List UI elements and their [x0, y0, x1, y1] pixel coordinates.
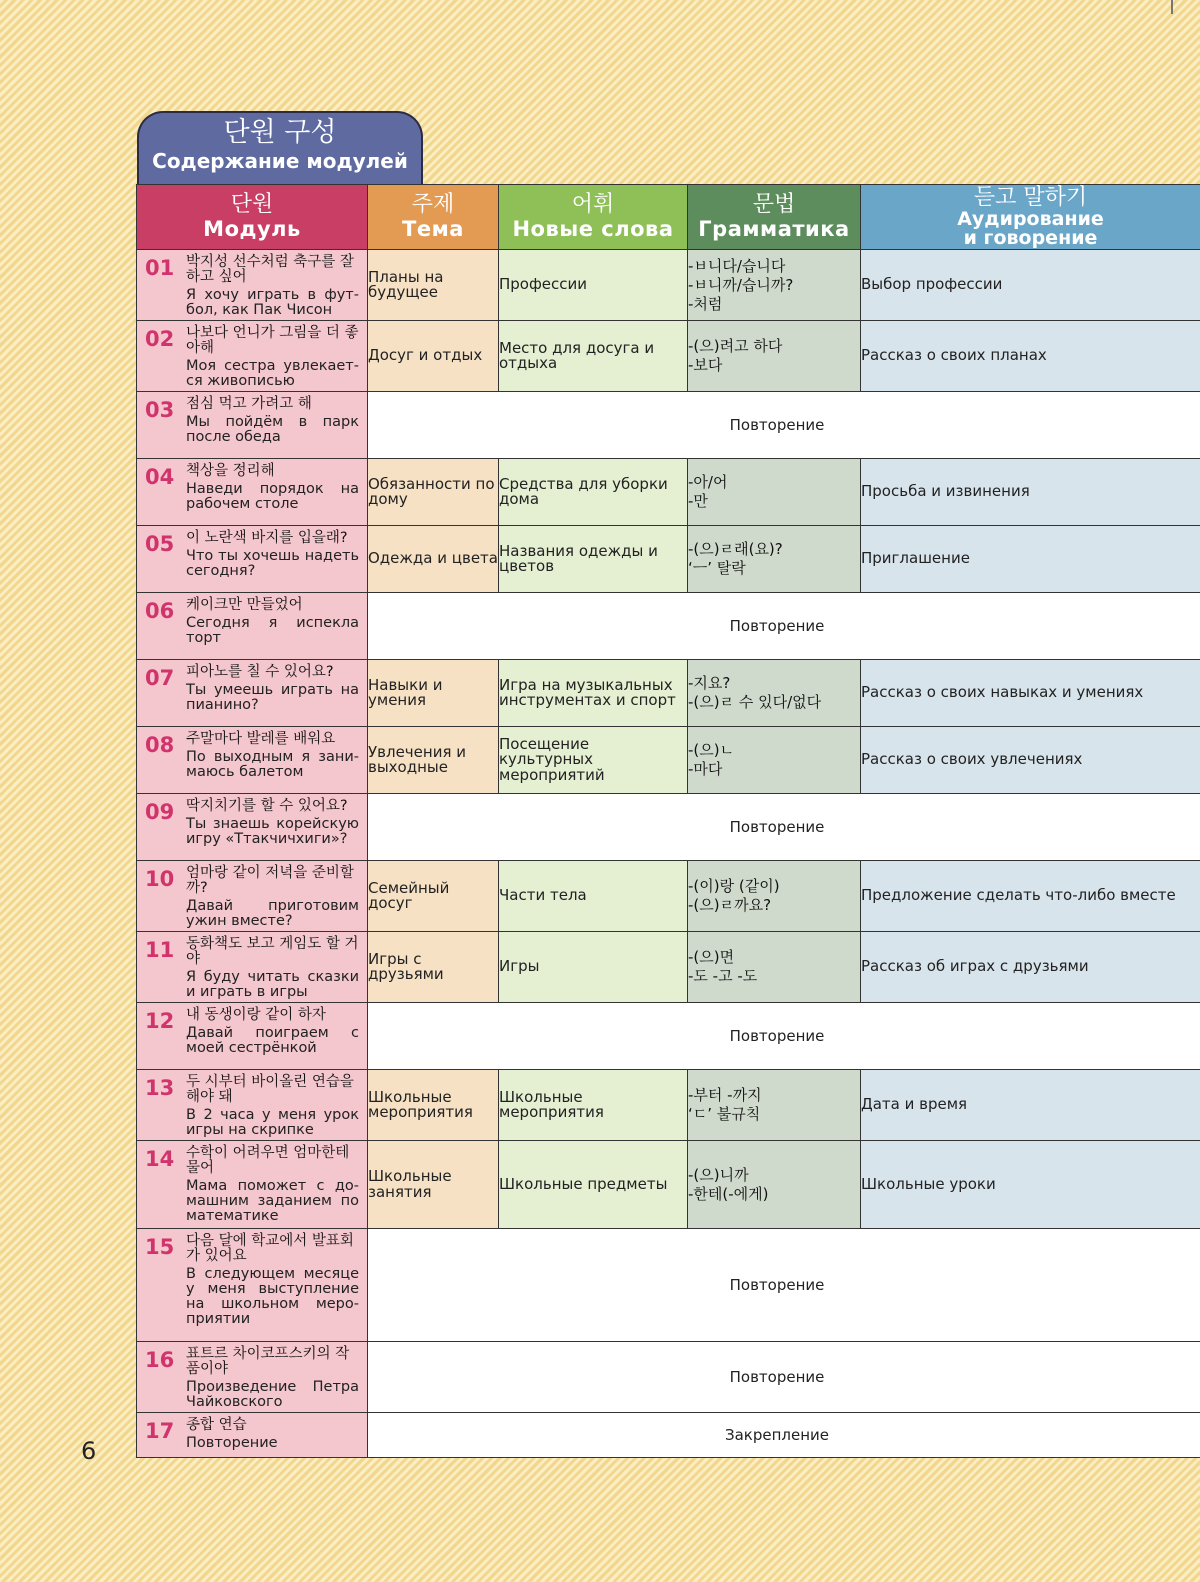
- grammar-cell: [688, 660, 861, 727]
- module-title-ru: Я хочу играть в фут-бол, как Пак Чисон: [186, 287, 359, 318]
- module-cell: [137, 1003, 368, 1070]
- module-cell-content: [137, 660, 367, 715]
- module-title-ru: В следующем месяце у меня выступление на школьном меро-приятии: [186, 1266, 359, 1327]
- table-row: [137, 1342, 1200, 1413]
- module-cell: [137, 932, 368, 1003]
- grammar-cell: [688, 1070, 861, 1141]
- module-cell: [137, 392, 368, 459]
- grammar-cell: [688, 459, 861, 526]
- module-cell-content: [137, 727, 367, 782]
- grammar-item: -한테(-에게): [688, 1184, 769, 1203]
- grammar-item: ‘ㄷ’ 불규칙: [688, 1105, 761, 1123]
- listening-cell: Рассказ о своих навыках и умениях: [861, 660, 1200, 727]
- topic-cell: Обязанности по дому: [368, 459, 499, 526]
- topic-cell: Увлечения и выходные: [368, 727, 499, 794]
- contents-table: [136, 184, 1200, 1458]
- module-text: [186, 732, 359, 780]
- module-number: 04: [145, 465, 175, 489]
- table-row: [137, 861, 1200, 932]
- module-cell-content: [137, 593, 367, 648]
- listening-cell: Просьба и извинения: [861, 459, 1200, 526]
- header-topic-ko: 주제: [411, 192, 455, 217]
- header-grammar-ko: 문법: [752, 192, 796, 217]
- grammar-cell: [688, 932, 861, 1003]
- review-cell: [368, 1342, 1200, 1413]
- grammar-item: -ㅂ니까/습니까?: [688, 275, 794, 294]
- module-number: 17: [145, 1419, 175, 1443]
- header-module-ko: 단원: [230, 192, 274, 217]
- module-title-ru: Ты умеешь играть на пианино?: [186, 682, 359, 713]
- table-row: [137, 794, 1200, 861]
- review-cell: [368, 794, 1200, 861]
- review-label: Повторение: [729, 1027, 825, 1045]
- vocab-cell: Место для досуга и отдыха: [499, 321, 688, 392]
- listening-cell: Предложение сделать что-либо вместе: [861, 861, 1200, 932]
- table-row: [137, 392, 1200, 459]
- module-cell: [137, 459, 368, 526]
- header-grammar: [688, 185, 861, 250]
- module-cell-content: [137, 459, 367, 514]
- review-cell: [368, 593, 1200, 660]
- module-number: 08: [145, 733, 175, 757]
- table-row: [137, 932, 1200, 1003]
- grammar-item: -아/어: [688, 473, 728, 491]
- grammar-cell: [688, 526, 861, 593]
- review-label: Повторение: [729, 617, 825, 635]
- review-label: Повторение: [729, 1368, 825, 1386]
- table-row: [137, 1413, 1200, 1458]
- grammar-item: -(으)ㄴ: [688, 741, 735, 759]
- grammar-item: -만: [688, 492, 708, 510]
- module-number: 06: [145, 599, 175, 623]
- table-row: [137, 593, 1200, 660]
- module-cell-content: [137, 1342, 367, 1412]
- grammar-cell: [688, 727, 861, 794]
- grammar-item: -보다: [688, 356, 723, 374]
- module-cell-content: [137, 392, 367, 447]
- table-row: [137, 459, 1200, 526]
- module-text: [186, 464, 359, 512]
- module-title-ko: 두 시부터 바이올린 연습을 해야 돼: [186, 1074, 354, 1105]
- module-text: [186, 799, 359, 847]
- grammar-item: -처럼: [688, 294, 723, 313]
- module-title-ru: Давай приготовим ужин вместе?: [186, 898, 359, 929]
- module-title-ru: В 2 часа у меня урок игры на скрипке: [186, 1107, 359, 1138]
- page-number: 6: [81, 1437, 97, 1465]
- table-row: [137, 250, 1200, 321]
- review-cell: [368, 1003, 1200, 1070]
- grammar-item: -(으)ㄹ래(요)?: [688, 540, 783, 558]
- topic-cell: Школьные мероприятия: [368, 1070, 499, 1141]
- grammar-item: -(으)면: [688, 948, 735, 966]
- header-listening-ru2: и говорение: [963, 227, 1098, 249]
- module-cell: [137, 660, 368, 727]
- module-cell: [137, 593, 368, 660]
- header-topic: [368, 185, 499, 250]
- module-title-ko: 딱지치기를 할 수 있어요?: [186, 798, 348, 814]
- table-row: [137, 321, 1200, 392]
- module-text: [186, 255, 359, 318]
- module-text: [186, 1418, 359, 1451]
- grammar-cell: [688, 1141, 861, 1229]
- module-cell: [137, 1413, 368, 1458]
- listening-cell: Рассказ об играх с друзьями: [861, 932, 1200, 1003]
- listening-cell: Выбор профессии: [861, 250, 1200, 321]
- module-cell-content: [137, 250, 367, 320]
- module-cell: [137, 1070, 368, 1141]
- table-row: [137, 727, 1200, 794]
- listening-cell: Рассказ о своих увлечениях: [861, 727, 1200, 794]
- module-number: 05: [145, 532, 175, 556]
- module-text: [186, 866, 359, 929]
- grammar-item: -ㅂ니다/습니다: [688, 256, 786, 275]
- header-module: [137, 185, 368, 250]
- module-number: 09: [145, 800, 175, 824]
- module-title-ru: Моя сестра увлекает-ся живописью: [186, 358, 359, 389]
- module-cell-content: [137, 526, 367, 581]
- grammar-item: -마다: [688, 760, 723, 778]
- module-cell: [137, 861, 368, 932]
- table-row: [137, 1003, 1200, 1070]
- topic-cell: Школьные занятия: [368, 1141, 499, 1229]
- topic-cell: Игры с друзьями: [368, 932, 499, 1003]
- module-cell: [137, 321, 368, 392]
- module-cell: [137, 794, 368, 861]
- review-cell: [368, 1413, 1200, 1458]
- review-label: Повторение: [729, 818, 825, 836]
- module-text: [186, 937, 359, 1000]
- vocab-cell: Школьные мероприятия: [499, 1070, 688, 1141]
- header-listening-ru1: Аудирование: [957, 208, 1104, 230]
- module-number: 10: [145, 867, 175, 891]
- vocab-cell: Части тела: [499, 861, 688, 932]
- header-row: [137, 185, 1200, 250]
- header-vocab: [499, 185, 688, 250]
- module-number: 01: [145, 256, 175, 280]
- module-title-ko: 케이크만 만들었어: [186, 597, 303, 613]
- grammar-cell: [688, 250, 861, 321]
- module-text: [186, 665, 359, 713]
- header-vocab-ko: 어휘: [571, 192, 615, 217]
- module-title-ru: Что ты хочешь надеть сегодня?: [186, 548, 359, 579]
- vocab-cell: Названия одежды и цветов: [499, 526, 688, 593]
- header-vocab-ru: Новые слова: [512, 217, 674, 241]
- module-title-ru: Произведение Петра Чайковского: [186, 1379, 359, 1410]
- module-text: [186, 598, 359, 646]
- vocab-cell: Игры: [499, 932, 688, 1003]
- module-text: [186, 1234, 359, 1327]
- module-number: 14: [145, 1147, 175, 1171]
- module-cell: [137, 526, 368, 593]
- section-title-ko: 단원 구성: [223, 117, 337, 148]
- vocab-cell: Игра на музыкальных инструментах и спорт: [499, 660, 688, 727]
- review-label: Повторение: [729, 1276, 825, 1294]
- module-text: [186, 1347, 359, 1410]
- module-number: 03: [145, 398, 175, 422]
- topic-cell: Одежда и цвета: [368, 526, 499, 593]
- module-title-ko: 표트르 차이코프스키의 작품이야: [186, 1346, 350, 1377]
- review-label: Закрепление: [724, 1426, 830, 1444]
- header-module-ru: Модуль: [203, 217, 301, 241]
- vocab-cell: Посещение культурных мероприятий: [499, 727, 688, 794]
- module-number: 07: [145, 666, 175, 690]
- module-title-ko: 종합 연습: [186, 1417, 247, 1433]
- module-cell-content: [137, 1413, 367, 1453]
- table-row: [137, 526, 1200, 593]
- table-row: [137, 1070, 1200, 1141]
- module-number: 02: [145, 327, 175, 351]
- grammar-item: -부터 -까지: [688, 1086, 762, 1104]
- module-text: [186, 326, 359, 389]
- grammar-item: -(으)니까: [688, 1165, 749, 1184]
- grammar-cell: [688, 321, 861, 392]
- grammar-item: -지요?: [688, 674, 731, 692]
- module-cell: [137, 250, 368, 321]
- vocab-cell: Средства для уборки дома: [499, 459, 688, 526]
- module-cell-content: [137, 861, 367, 931]
- header-listening: [861, 185, 1200, 250]
- module-cell-content: [137, 1229, 367, 1329]
- table-row: [137, 1141, 1200, 1229]
- section-tab: [137, 111, 423, 186]
- module-cell-content: [137, 794, 367, 849]
- listening-cell: Приглашение: [861, 526, 1200, 593]
- table-row: [137, 660, 1200, 727]
- grammar-item: -(으)ㄹ 수 있다/없다: [688, 693, 822, 711]
- topic-cell: Досуг и отдых: [368, 321, 499, 392]
- module-number: 16: [145, 1348, 175, 1372]
- module-text: [186, 1146, 359, 1224]
- listening-cell: Рассказ о своих планах: [861, 321, 1200, 392]
- module-title-ru: Ты знаешь корейскую игру «Ттакчичхиги»?: [186, 816, 359, 847]
- header-topic-ru: Тема: [402, 217, 464, 241]
- module-cell-content: [137, 321, 367, 391]
- module-title-ko: 책상을 정리해: [186, 463, 275, 479]
- module-number: 13: [145, 1076, 175, 1100]
- module-title-ko: 엄마랑 같이 저녁을 준비할까?: [186, 865, 354, 896]
- module-title-ko: 나보다 언니가 그림을 더 좋아해: [186, 325, 359, 356]
- listening-cell: Школьные уроки: [861, 1141, 1200, 1229]
- module-text: [186, 397, 359, 445]
- module-title-ru: Давай поиграем с моей сестрёнкой: [186, 1025, 359, 1056]
- module-cell-content: [137, 1141, 367, 1226]
- module-cell: [137, 1229, 368, 1342]
- module-title-ru: Наведи порядок на рабочем столе: [186, 481, 359, 512]
- module-title-ru: Сегодня я испекла торт: [186, 615, 359, 646]
- section-title-ru: Содержание модулей: [152, 149, 408, 173]
- module-cell-content: [137, 932, 367, 1002]
- module-title-ko: 수학이 어려우면 엄마한테 물어: [186, 1145, 350, 1176]
- grammar-cell: [688, 861, 861, 932]
- module-title-ko: 이 노란색 바지를 입을래?: [186, 530, 348, 546]
- module-title-ko: 내 동생이랑 같이 하자: [186, 1007, 326, 1023]
- module-title-ko: 점심 먹고 가려고 해: [186, 396, 312, 412]
- module-number: 15: [145, 1235, 175, 1259]
- review-cell: [368, 1229, 1200, 1342]
- module-text: [186, 1075, 359, 1138]
- module-text: [186, 1008, 359, 1056]
- module-cell: [137, 1141, 368, 1229]
- header-listening-ko: 듣고 말하기: [973, 185, 1088, 210]
- module-title-ru: Мы пойдём в парк после обеда: [186, 414, 359, 445]
- module-cell-content: [137, 1003, 367, 1058]
- module-title-ko: 주말마다 발레를 배워요: [186, 731, 336, 747]
- module-title-ru: По выходным я зани-маюсь балетом: [186, 749, 359, 780]
- review-label: Повторение: [729, 416, 825, 434]
- grammar-item: -도 -고 -도: [688, 967, 758, 985]
- vocab-cell: Профессии: [499, 250, 688, 321]
- topic-cell: Навыки и умения: [368, 660, 499, 727]
- module-cell: [137, 727, 368, 794]
- module-title-ru: Я буду читать сказки и играть в игры: [186, 969, 359, 1000]
- topic-cell: Семейный досуг: [368, 861, 499, 932]
- review-cell: [368, 392, 1200, 459]
- module-title-ru: Мама поможет с до-машним заданием по математике: [186, 1178, 359, 1224]
- module-title-ko: 동화책도 보고 게임도 할 거야: [186, 936, 359, 967]
- header-grammar-ru: Грамматика: [698, 217, 850, 241]
- module-title-ru: Повторение: [186, 1435, 278, 1451]
- module-cell: [137, 1342, 368, 1413]
- corner-crop-mark: [1171, 0, 1173, 14]
- topic-cell: Планы на будущее: [368, 250, 499, 321]
- grammar-item: -(이)랑 (같이): [688, 877, 780, 895]
- module-cell-content: [137, 1070, 367, 1140]
- table-row: [137, 1229, 1200, 1342]
- listening-cell: Дата и время: [861, 1070, 1200, 1141]
- vocab-cell: Школьные предметы: [499, 1141, 688, 1229]
- module-title-ko: 피아노를 칠 수 있어요?: [186, 664, 334, 680]
- grammar-item: -(으)려고 하다: [688, 337, 783, 355]
- grammar-item: ‘ㅡ’ 탈락: [688, 559, 746, 577]
- module-number: 12: [145, 1009, 175, 1033]
- module-title-ko: 박지성 선수처럼 축구를 잘 하고 싶어: [186, 254, 354, 285]
- module-number: 11: [145, 938, 175, 962]
- module-text: [186, 531, 359, 579]
- grammar-item: -(으)ㄹ까요?: [688, 896, 772, 914]
- module-title-ko: 다음 달에 학교에서 발표회가 있어요: [186, 1233, 354, 1264]
